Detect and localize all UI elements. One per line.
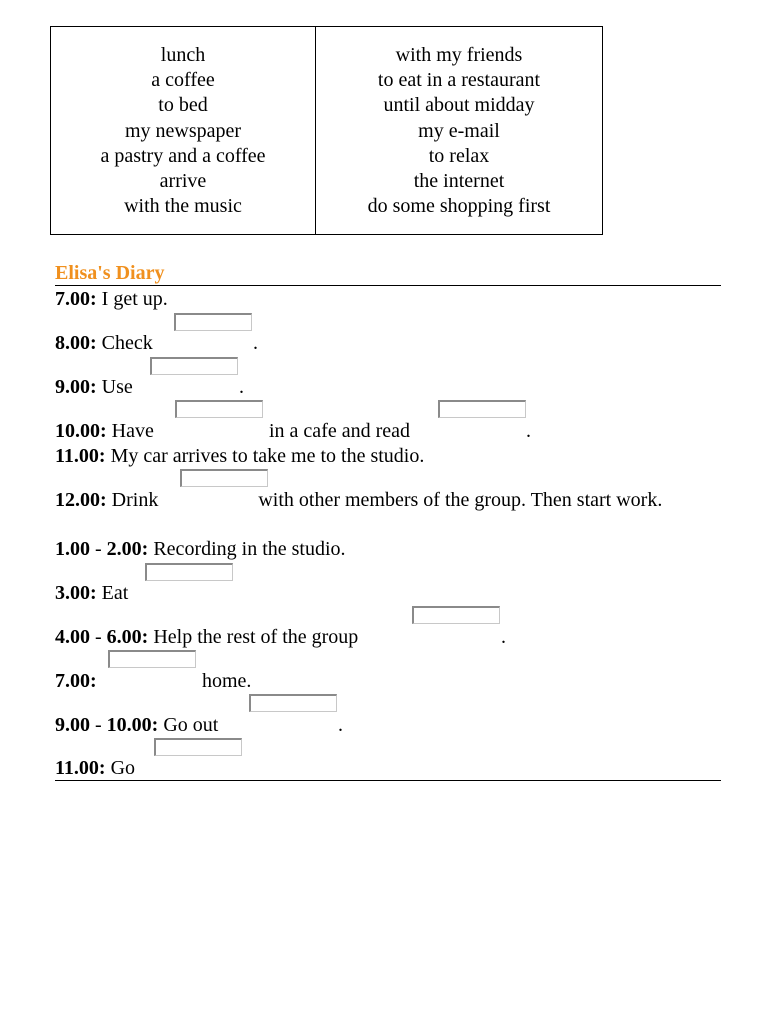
answer-blank[interactable]	[438, 400, 526, 418]
word-bank-item: lunch	[160, 44, 206, 66]
diary-title: Elisa's Diary	[55, 262, 165, 284]
entry-dash: -	[95, 714, 102, 736]
diary-entry	[55, 669, 97, 693]
diary-entry	[55, 375, 133, 399]
diary-entry	[55, 625, 358, 649]
entry-text: Drink	[111, 489, 159, 511]
entry-text: Go	[110, 757, 136, 779]
answer-blank[interactable]	[108, 650, 196, 668]
entry-dash: -	[95, 626, 102, 648]
diary-top-rule	[55, 285, 721, 286]
answer-blank[interactable]	[175, 400, 263, 418]
entry-period: .	[239, 376, 244, 398]
answer-blank[interactable]	[174, 313, 252, 331]
entry-time: 9.00	[55, 714, 90, 736]
entry-text: Help the rest of the group	[153, 626, 359, 648]
entry-text: Eat	[101, 582, 129, 604]
answer-blank[interactable]	[154, 738, 242, 756]
entry-text-middle: in a cafe and read	[269, 420, 411, 442]
entry-text: Check	[101, 332, 153, 354]
diary-entry	[55, 287, 168, 311]
diary-entry	[55, 331, 153, 355]
answer-blank[interactable]	[145, 563, 233, 581]
word-bank-item: the internet	[413, 170, 505, 193]
entry-time: 7.00:	[55, 288, 97, 310]
diary-entry	[55, 713, 218, 737]
entry-time: 10.00:	[106, 714, 159, 736]
answer-blank[interactable]	[249, 694, 337, 712]
word-bank-item: until about midday	[383, 94, 535, 117]
word-bank-item: to relax	[428, 144, 490, 167]
entry-time: 2.00:	[106, 538, 149, 560]
entry-text: I get up.	[101, 288, 168, 310]
word-bank-table	[50, 26, 603, 235]
entry-text: Recording in the studio.	[153, 538, 346, 560]
word-bank-item: to bed	[158, 94, 208, 117]
word-bank-item: to eat in a restaurant	[377, 69, 541, 92]
entry-time: 11.00:	[55, 757, 106, 779]
entry-time: 10.00:	[55, 420, 107, 442]
diary-entry	[55, 756, 135, 780]
entry-text: Have	[111, 420, 154, 442]
word-bank-left-column	[51, 27, 316, 234]
word-bank-right-column	[316, 27, 602, 234]
entry-text: Use	[101, 376, 133, 398]
word-bank-item: arrive	[159, 170, 207, 193]
entry-text: My car arrives to take me to the studio.	[110, 445, 425, 467]
diary-entry	[55, 444, 424, 468]
diary-entry	[55, 488, 721, 512]
word-bank-item: do some shopping first	[367, 195, 551, 218]
entry-time: 6.00:	[106, 626, 149, 648]
entry-period: .	[253, 332, 258, 354]
entry-time: 12.00:	[55, 489, 107, 511]
entry-time: 9.00:	[55, 376, 97, 398]
answer-blank[interactable]	[412, 606, 500, 624]
entry-time: 7.00:	[55, 670, 97, 692]
entry-time: 4.00	[55, 626, 90, 648]
answer-blank[interactable]	[180, 469, 268, 487]
diary-entry	[55, 581, 128, 605]
diary-entry	[55, 537, 346, 561]
answer-blank[interactable]	[150, 357, 238, 375]
entry-time: 11.00:	[55, 445, 106, 467]
entry-time: 1.00	[55, 538, 90, 560]
word-bank-item: a coffee	[151, 69, 215, 92]
word-bank-item: my e-mail	[418, 119, 500, 142]
entry-time: 8.00:	[55, 332, 97, 354]
entry-period: .	[501, 626, 506, 648]
entry-dash: -	[95, 538, 102, 560]
diary-bottom-rule	[55, 780, 721, 781]
word-bank-item: a pastry and a coffee	[100, 144, 266, 167]
entry-text-after: with other members of the group. Then start work.	[258, 489, 663, 511]
entry-period: .	[526, 420, 531, 442]
entry-period: .	[338, 714, 343, 736]
diary-entry	[55, 419, 154, 443]
entry-time: 3.00:	[55, 582, 97, 604]
word-bank-item: with the music	[124, 195, 242, 218]
entry-text-after: home.	[202, 670, 252, 692]
word-bank-item: my newspaper	[124, 119, 242, 142]
entry-text: Go out	[163, 714, 219, 736]
word-bank-item: with my friends	[395, 44, 523, 66]
